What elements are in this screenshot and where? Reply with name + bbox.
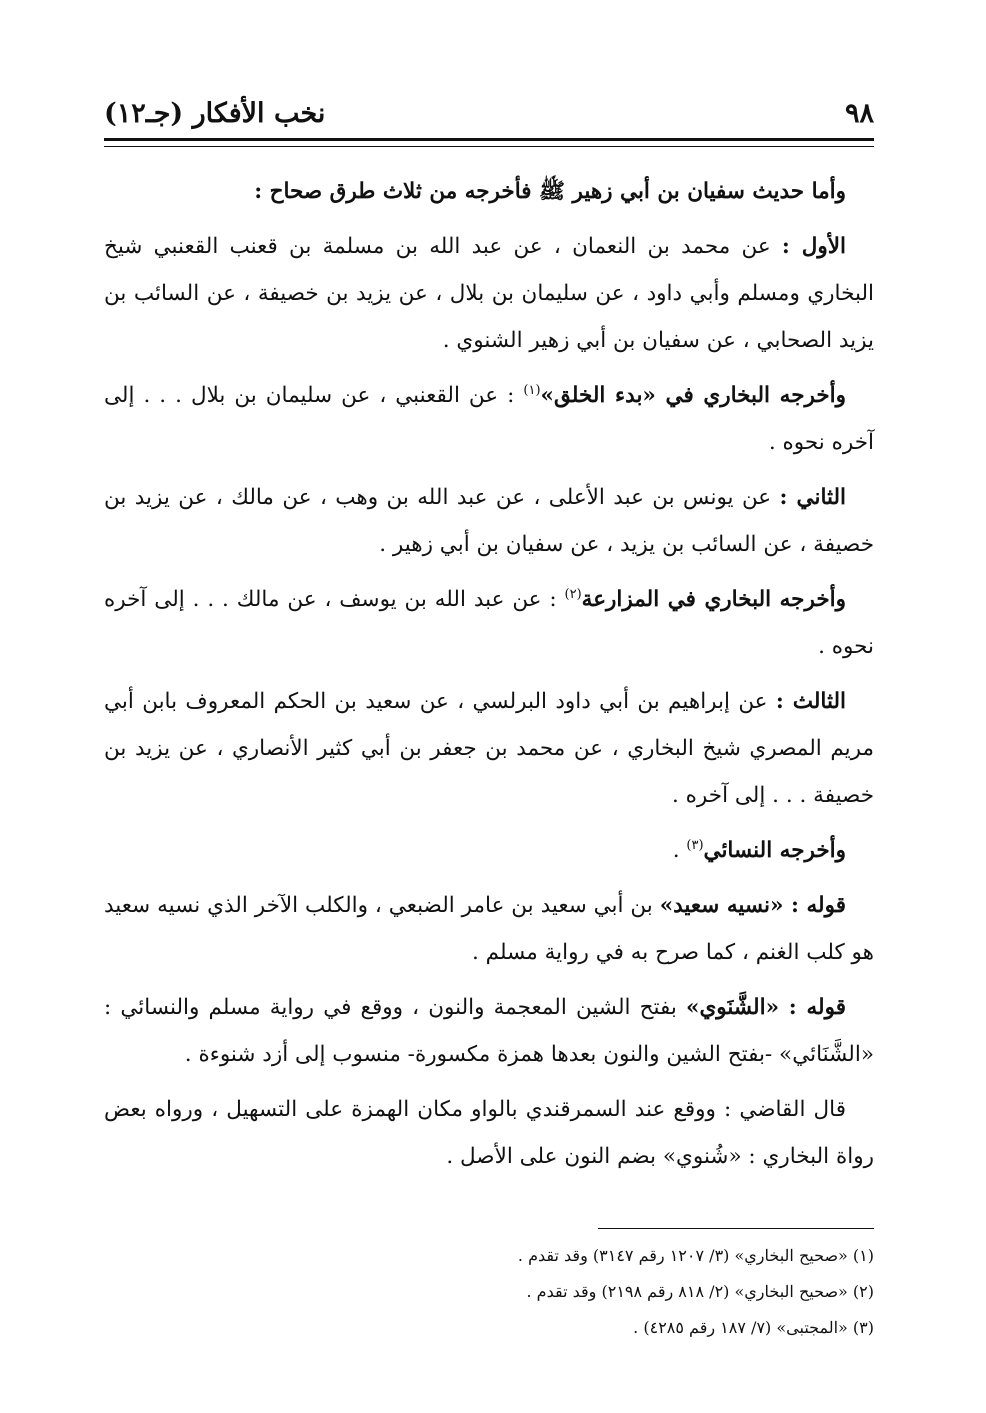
footnote-separator: [598, 1228, 874, 1229]
footnote-ref: (٢): [564, 586, 582, 602]
paragraph-lead: قوله : «الشَّنَوي»: [686, 995, 846, 1020]
footnote-ref: (١): [523, 382, 541, 398]
running-title: نخب الأفكار (جـ١٢): [104, 98, 326, 129]
paragraph: [104, 223, 874, 364]
paragraph-body: : عن عبد الله بن يوسف ، عن مالك . . . إلى آخره نحوه .: [104, 587, 874, 659]
page-header: [104, 98, 874, 138]
paragraph-lead: وأما حديث سفيان بن أبي زهير ﷺ فأخرجه من ثلاث طرق صحاح :: [254, 179, 846, 204]
footnote: (٢) «صحيح البخاري» (٢/ ٨١٨ رقم ٢١٩٨) وقد تقدم .: [526, 1282, 874, 1301]
paragraph: [104, 882, 874, 976]
paragraph: [104, 1086, 874, 1180]
header-rule-thin: [104, 146, 874, 147]
footnotes: [104, 1238, 874, 1346]
paragraph: [104, 474, 874, 568]
paragraph: [104, 576, 874, 670]
paragraph-lead: الأول :: [781, 234, 846, 259]
paragraph: [104, 678, 874, 819]
footnote-ref: (٣): [686, 837, 704, 853]
footnote: (١) «صحيح البخاري» (٣/ ١٢٠٧ رقم ٣١٤٧) وقد تقدم .: [517, 1246, 874, 1265]
paragraph-lead: وأخرجه النسائي: [703, 838, 846, 863]
paragraph-lead: الثاني :: [779, 485, 847, 510]
page-number: ٩٨: [844, 98, 874, 129]
paragraph: [104, 168, 874, 215]
main-text: [104, 168, 874, 1188]
footnote: (٣) «المجتبى» (٧/ ١٨٧ رقم ٤٢٨٥) .: [633, 1318, 874, 1337]
paragraph-lead: وأخرجه البخاري في المزارعة: [581, 587, 846, 612]
paragraph-body: قال القاضي : ووقع عند السمرقندي بالواو مكان الهمزة على التسهيل ، ورواه بعض رواة البخاري : «شُنوي» بضم النون على الأصل .: [104, 1097, 874, 1169]
paragraph-body: بن أبي سعيد بن عامر الضبعي ، والكلب الآخر الذي نسيه سعيد هو كلب الغنم ، كما صرح به في رواية مسلم .: [104, 893, 874, 965]
paragraph-body: عن يونس بن عبد الأعلى ، عن عبد الله بن وهب ، عن مالك ، عن يزيد بن خصيفة ، عن السائب بن يزيد ، عن سفيان بن أبي زهير .: [104, 485, 874, 557]
paragraph: [104, 984, 874, 1078]
paragraph: [104, 827, 874, 874]
header-rule-thick: [104, 138, 874, 141]
paragraph-lead: وأخرجه البخاري في «بدء الخلق»: [540, 383, 847, 408]
paragraph-lead: الثالث :: [775, 689, 846, 714]
paragraph-body: بفتح الشين المعجمة والنون ، ووقع في رواية مسلم والنسائي : «الشَّنَائي» -بفتح الشين والنون بعدها همزة مكسورة- منسوب إلى أزد شنوءة .: [104, 995, 874, 1067]
paragraph: [104, 372, 874, 466]
paragraph-body: .: [672, 838, 687, 863]
paragraph-body: : عن القعنبي ، عن سليمان بن بلال . . . إلى آخره نحوه .: [104, 383, 874, 455]
paragraph-body: عن إبراهيم بن أبي داود البرلسي ، عن سعيد بن الحكم المعروف بابن أبي مريم المصري شيخ البخاري ، عن محمد بن جعفر بن أبي كثير الأنصاري ، عن يزيد بن خصيفة . . . إلى آخره .: [104, 689, 874, 808]
paragraph-body: عن محمد بن النعمان ، عن عبد الله بن مسلمة بن قعنب القعنبي شيخ البخاري ومسلم وأبي داود ، عن سليمان بن بلال ، عن يزيد بن خصيفة ، عن السائب بن يزيد الصحابي ، عن سفيان بن أبي زهير الشنوي .: [104, 234, 874, 353]
paragraph-lead: قوله : «نسيه سعيد»: [659, 893, 846, 918]
